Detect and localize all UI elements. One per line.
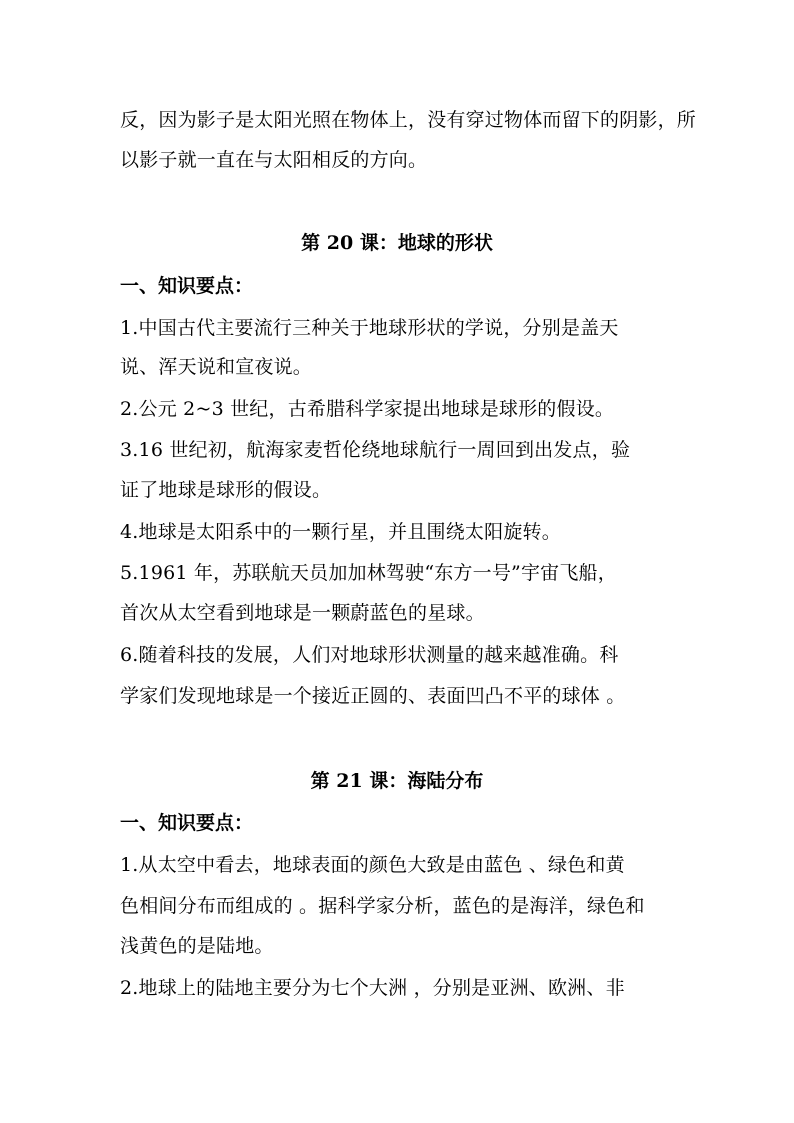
lesson20-line-2: 说、浑天说和宣夜说。: [120, 356, 313, 378]
lesson21-line-1: 1.从太空中看去，地球表面的颜色大致是由蓝色 、绿色和黄: [120, 854, 625, 876]
lesson21-title: 第 21 课：海陆分布: [310, 770, 484, 792]
lesson20-line-5: 证了地球是球形的假设。: [120, 479, 332, 501]
intro-line-1: 反，因为影子是太阳光照在物体上，没有穿过物体而留下的阴影，所: [120, 109, 697, 131]
lesson20-line-1: 1.中国古代主要流行三种关于地球形状的学说，分别是盖天: [120, 317, 619, 339]
intro-line-2: 以影子就一直在与太阳相反的方向。: [120, 149, 428, 171]
lesson20-line-7: 5.1961 年，苏联航天员加加林驾驶“东方一号”宇宙飞船，: [120, 562, 617, 584]
lesson20-line-3: 2.公元 2~3 世纪，古希腊科学家提出地球是球形的假设。: [120, 398, 615, 420]
lesson21-line-3: 浅黄色的是陆地。: [120, 935, 274, 957]
lesson20-section-heading: 一、知识要点：: [120, 275, 254, 297]
lesson21-line-2: 色相间分布而组成的 。据科学家分析，蓝色的是海洋，绿色和: [120, 895, 645, 917]
lesson20-line-9: 6.随着科技的发展，人们对地球形状测量的越来越准确。科: [120, 644, 619, 666]
lesson20-line-10: 学家们发现地球是一个接近正圆的、表面凹凸不平的球体 。: [120, 685, 626, 707]
lesson20-line-4: 3.16 世纪初，航海家麦哲伦绕地球航行一周回到出发点，验: [120, 439, 631, 461]
lesson20-line-8: 首次从太空看到地球是一颗蔚蓝色的星球。: [120, 602, 485, 624]
lesson20-title: 第 20 课：地球的形状: [301, 232, 493, 254]
lesson21-section-heading: 一、知识要点：: [120, 812, 254, 834]
lesson20-line-6: 4.地球是太阳系中的一颗行星，并且围绕太阳旋转。: [120, 521, 561, 543]
lesson21-line-4: 2.地球上的陆地主要分为七个大洲 ，分别是亚洲、欧洲、非: [120, 977, 625, 999]
